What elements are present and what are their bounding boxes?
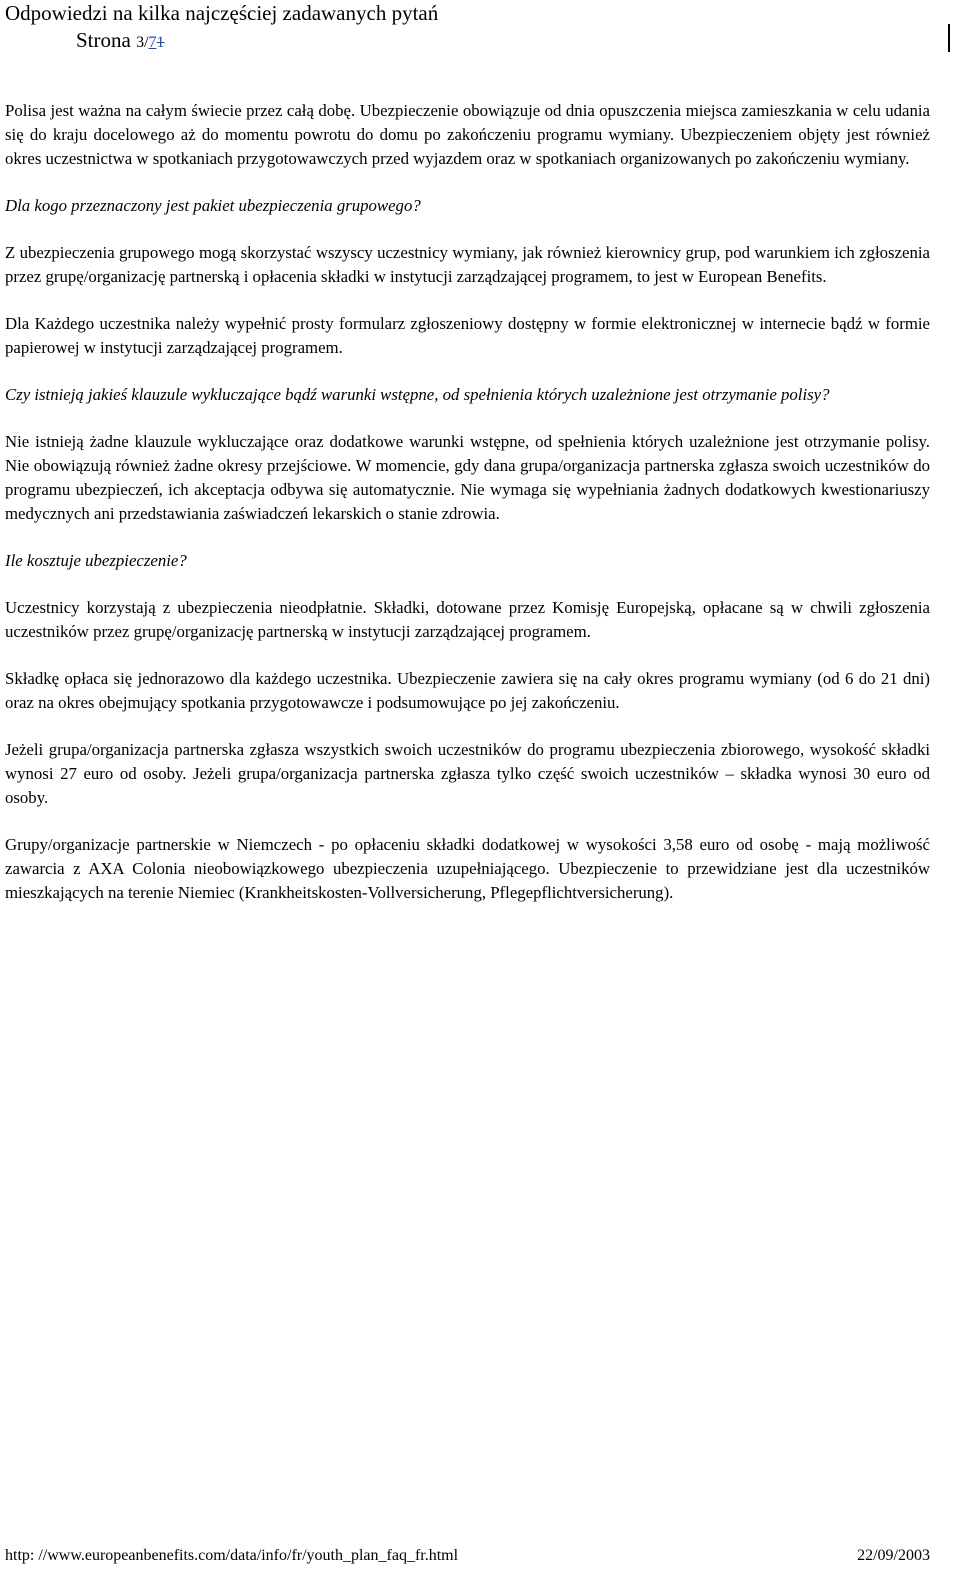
page-separator: /	[144, 34, 149, 51]
body-paragraph: Z ubezpieczenia grupowego mogą skorzystać wszyscy uczestnicy wymiany, jak również kierownicy grup, pod warunkiem ich zgłoszenia przez grupę/organizację partnerską i opłacenia składki w instytucji zarządzającej programem, to jest w European Benefits.	[5, 243, 930, 286]
question-heading: Ile kosztuje ubezpieczenie?	[5, 551, 187, 570]
body-paragraph: Składkę opłaca się jednorazowo dla każdego uczestnika. Ubezpieczenie zawiera się na cały okres programu wymiany (od 6 do 21 dni) oraz na okres obejmujący spotkania przygotowawcze i podsumowujące po jej zakończeniu.	[5, 669, 930, 712]
page-current: 3	[136, 34, 145, 51]
footer-url: http: //www.europeanbenefits.com/data/info/fr/youth_plan_faq_fr.html	[5, 1547, 459, 1564]
body-paragraph: Uczestnicy korzystają z ubezpieczenia nieodpłatnie. Składki, dotowane przez Komisję Europejską, opłacane są w chwili zgłoszenia uczestników przez grupę/organizację partnerską w instytucji zarządzającej programem.	[5, 598, 930, 641]
question-heading: Dla kogo przeznaczony jest pakiet ubezpieczenia grupowego?	[5, 196, 421, 215]
page-label: Strona	[76, 28, 131, 52]
body-paragraph: Nie istnieją żadne klauzule wykluczające oraz dodatkowe warunki wstępne, od spełnienia których uzależnione jest otrzymanie polisy. Nie obowiązują również żadne okresy przejściowe. W momencie, gdy dana grupa/organizacja partnerska zgłasza swoich uczestników do programu ubezpieczeń, ich akceptacja odbywa się automatycznie. Nie wymaga się wypełniania żadnych dodatkowych kwestionariuszy medycznych ani przedstawiania zaświadczeń lekarskich o stanie zdrowia.	[5, 432, 930, 523]
page-number	[76, 27, 165, 56]
revision-change-bar	[948, 24, 950, 52]
page-total-inserted: 7	[148, 34, 157, 51]
page-total-deleted: 1	[156, 34, 165, 51]
question-heading: Czy istnieją jakieś klauzule wykluczające bądź warunki wstępne, od spełnienia których uzależnione jest otrzymanie polisy?	[5, 385, 830, 404]
body-paragraph: Polisa jest ważna na całym świecie przez całą dobę. Ubezpieczenie obowiązuje od dnia opuszczenia miejsca zamieszkania w celu udania się do kraju docelowego aż do momentu powrotu do domu po zakończeniu programu wymiany. Ubezpieczeniem objęty jest również okres uczestnictwa w spotkaniach przygotowawczych przed wyjazdem oraz w spotkaniach organizowanych po zakończeniu wymiany.	[5, 101, 930, 168]
document-body	[5, 99, 930, 928]
body-paragraph: Dla Każdego uczestnika należy wypełnić prosty formularz zgłoszeniowy dostępny w formie elektronicznej w internecie bądź w formie papierowej w instytucji zarządzającej programem.	[5, 314, 930, 357]
footer-date: 22/09/2003	[857, 1547, 930, 1564]
page-header-title: Odpowiedzi na kilka najczęściej zadawanych pytań	[5, 1, 439, 25]
body-paragraph: Grupy/organizacje partnerskie w Niemczech - po opłaceniu składki dodatkowej w wysokości 3,58 euro od osobę - mają możliwość zawarcia z AXA Colonia nieobowiązkowego ubezpieczenia uzupełniającego. Ubezpieczenie to przewidziane jest dla uczestników mieszkających na terenie Niemiec (Krankheitskosten-Vollversicherung, Pflegepflichtversicherung).	[5, 835, 930, 902]
body-paragraph: Jeżeli grupa/organizacja partnerska zgłasza wszystkich swoich uczestników do programu ubezpieczenia zbiorowego, wysokość składki wynosi 27 euro od osoby. Jeżeli grupa/organizacja partnerska zgłasza tylko część swoich uczestników – składka wynosi 30 euro od osoby.	[5, 740, 930, 807]
